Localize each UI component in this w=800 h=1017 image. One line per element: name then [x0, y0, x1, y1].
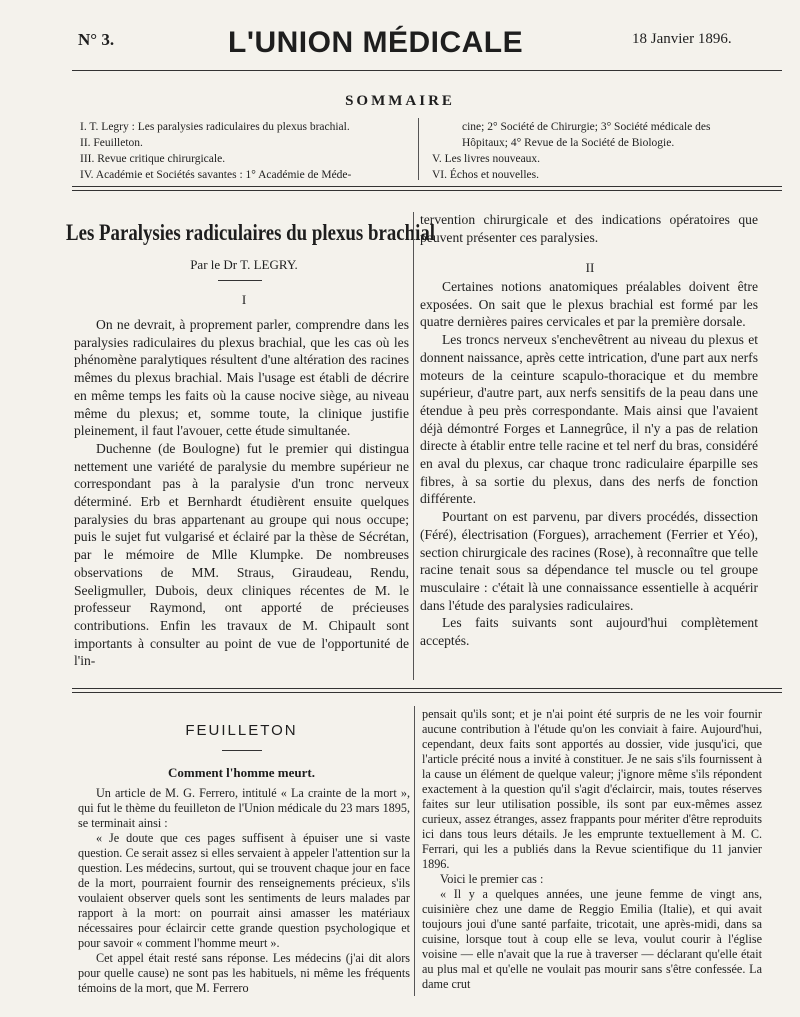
feuilleton-divider	[414, 706, 415, 996]
feuilleton-title-rule	[222, 750, 262, 751]
article-title: Les Paralysies radiculaires du plexus brachial	[66, 220, 436, 245]
paragraph: « Je doute que ces pages suffisent à épuiser une si vaste question. Ce serait assez si elles servaient à appeler l'attention sur la question. Les médecins, surtout, qui se trouvent chaque jour en face de la mort, pourraient fournir des renseignements précieux, s'ils voulaient observer quels sont les sentiments de leurs malades par rapport à la mort: on pourrait ainsi amasser les matériaux nécessaires pour éclaircir cette grande question psychologique et pour savoir « comment l'homme meurt ».	[78, 831, 410, 950]
paragraph: tervention chirurgicale et des indications opératoires que peuvent présenter ces paralysies.	[420, 212, 758, 245]
toc-item: I. T. Legry : Les paralysies radiculaires du plexus brachial.	[80, 121, 350, 133]
toc-item: V. Les livres nouveaux.	[432, 153, 541, 165]
header-rule	[72, 70, 782, 71]
toc-item: VI. Échos et nouvelles.	[432, 169, 539, 181]
paragraph: Les troncs nerveux s'enchevêtrent au niveau du plexus et donnent naissance, après cette intrication, d'une part aux nerfs moteurs de la ceinture scapulo-thoracique et du membre supérieur, d'autre part, aux nerfs sensitifs de la peau dans une étendue à peu près correspondante. Mais ainsi que l'avaient déjà démontré Forges et Lannegrûce, il n'y a pas de relation directe à établir entre telle racine et tel nerf du bras, considéré en aval du plexus, car chaque tronc radiculaire éparpille ses fibres, à sa sortie du plexus, dans des nerfs de fonction différente.	[420, 332, 758, 507]
feuilleton-title: FEUILLETON	[185, 722, 298, 739]
section-number-2: II	[585, 260, 595, 275]
paragraph: Certaines notions anatomiques préalables doivent être exposées. On sait que le plexus brachial est formé par les quatre dernières paires cervicales et par la première dorsale.	[420, 279, 758, 330]
paragraph: Les faits suivants sont aujourd'hui complètement acceptés.	[420, 615, 758, 649]
article-column-right	[420, 278, 758, 650]
feuilleton-column-left	[78, 786, 410, 996]
article-continuation	[420, 211, 758, 246]
article-column-left	[74, 316, 409, 670]
feuilleton-column-right	[422, 707, 762, 992]
toc-item: cine; 2° Société de Chirurgie; 3° Société médicale des	[462, 121, 711, 133]
byline-rule	[218, 280, 262, 281]
sommaire-left	[80, 119, 410, 183]
toc-item: II. Feuilleton.	[80, 137, 143, 149]
toc-item: IV. Académie et Sociétés savantes : 1° Académie de Méde-	[80, 169, 352, 181]
paragraph: Cet appel était resté sans réponse. Les médecins (j'ai dit alors pour quelle cause) ne sont pas les habituels, ni même les fréquents témoins de la mort, que M. Ferrero	[78, 951, 410, 995]
feuilleton-subtitle: Comment l'homme meurt.	[168, 765, 315, 780]
section-rule	[72, 186, 782, 191]
feuilleton-rule	[72, 688, 782, 693]
journal-title: L'UNION MÉDICALE	[228, 26, 524, 59]
toc-item: III. Revue critique chirurgicale.	[80, 153, 226, 165]
toc-divider	[418, 118, 419, 180]
sommaire-title: SOMMAIRE	[345, 93, 455, 109]
sommaire-right	[432, 119, 762, 183]
paragraph: Un article de M. G. Ferrero, intitulé « La crainte de la mort », qui fut le thème du feuilleton de l'Union médicale du 23 mars 1895, se terminait ainsi :	[78, 786, 410, 830]
paragraph: pensait qu'ils sont; et je n'ai point été surpris de ne les voir fournir aucune contribution à l'étude qu'on les conviait à faire. Aujourd'hui, cependant, deux faits sont apportés au dossier, vide jusqu'ici, que l'article précité nous a invité à constituer. Je ne sais s'ils fournissent à la cause un élément de quelque valeur; j'ignore même s'ils répondent exactement à la question qu'il s'agit d'éclaircir, mais, toutes réserves faites sur leur utilisation possible, ils sont par eux-mêmes assez curieux, assez étranges, assez frappants pour mériter d'être reproduits ici dans tous leurs détails. Je les emprunte textuellement à M. C. Ferrari, qui les a publiés dans la Revue scientifique du 11 janvier 1896.	[422, 707, 762, 871]
paragraph: Pourtant on est parvenu, par divers procédés, dissection (Féré), électrisation (Forgues), arrachement (Ferrier et Yéo), section chirurgicale des racines (Rose), à reconnaître que telle racine tenait sous sa dépendance tel muscle ou tel groupe musculaire : c'était là une connaissance essentielle à acquérir dans l'étude des paralysies radiculaires.	[420, 509, 758, 613]
issue-number: N° 3.	[78, 30, 115, 49]
article-byline: Par le Dr T. LEGRY.	[190, 257, 298, 272]
column-divider	[413, 212, 414, 680]
section-number-1: I	[241, 292, 247, 307]
paragraph: Duchenne (de Boulogne) fut le premier qui distingua nettement une variété de paralysie du membre supérieur ne correspondant pas à la paralysie d'un tronc nerveux déterminé. Erb et Bernhardt étudièrent ensuite quelques paralysies du bras appartenant au groupe qui nous occupe; puis le sujet fut vulgarisé et éclairé par la thèse de Sécrétan, par le mémoire de Mlle Klumpke. De nombreuses observations de MM. Straus, Giraudeau, Rendu, Seeligmuller, Dubois, deux cliniques récentes de M. le professeur Raymond, ont apporté de précieuses contributions. Enfin les travaux de M. Chipault sont importants à consulter au point de vue de l'opportunité de l'in-	[74, 440, 409, 669]
toc-item: Hôpitaux; 4° Revue de la Société de Biologie.	[462, 137, 675, 149]
issue-date: 18 Janvier 1896.	[632, 31, 732, 47]
paragraph: « Il y a quelques années, une jeune femme de vingt ans, cuisinière chez une dame de Reggio Emilia (Italie), et qui avait toujours joui d'une santé parfaite, tricotait, une après-midi, dans sa cuisine, lorsque tout à coup elle se leva, voulut courir à l'église voisine — elle n'avait que la rue à traverser — déclarant qu'elle était au plus mal et qu'elle ne voulait pas mourir sans s'être confessée. La dame crut	[422, 887, 762, 991]
paragraph: On ne devrait, à proprement parler, comprendre dans les paralysies radiculaires du plexus brachial, que les cas où les phénomène paralytiques résultent d'une altération des racines mêmes du plexus brachial. Mais l'usage est établi de décrire en même temps les faits où la cause nocive siège, au niveau même du plexus; et, somme toute, la clinique justifie pleinement, il faut l'avouer, cette étude simultanée.	[74, 317, 409, 439]
paragraph: Voici le premier cas :	[440, 872, 544, 886]
